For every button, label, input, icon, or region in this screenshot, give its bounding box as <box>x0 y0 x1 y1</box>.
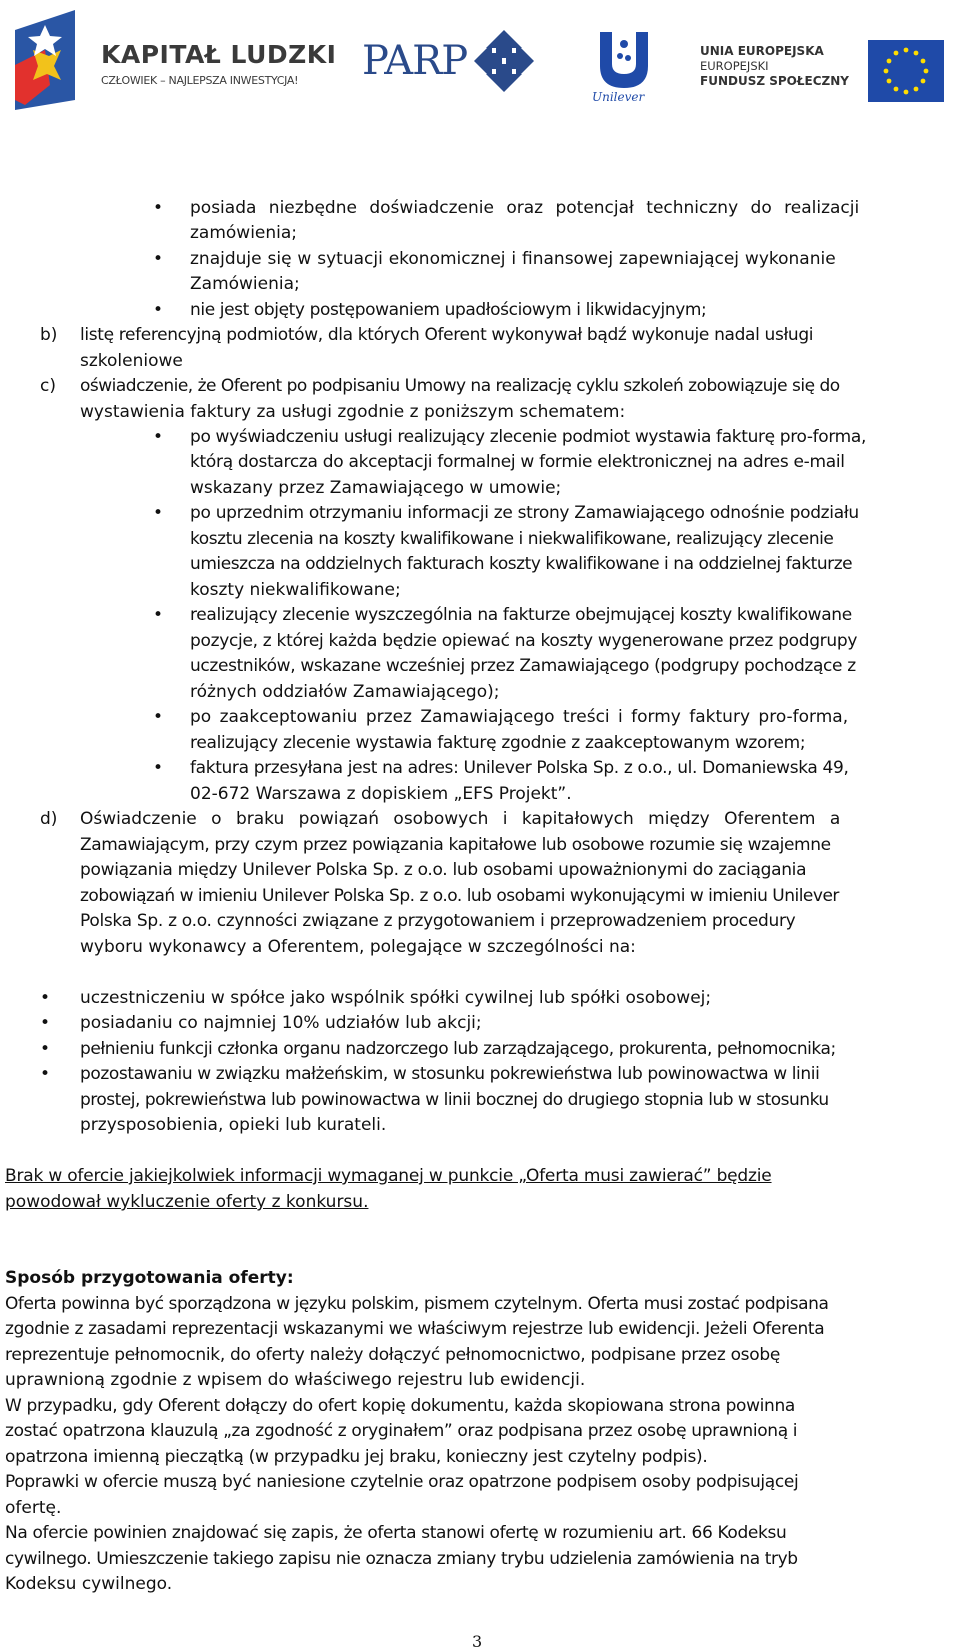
bullet-marker: • <box>40 988 51 1008</box>
notice-line: Brak w ofercie jakiejkolwiek informacji wymaganej w punkcie „Oferta musi zawierać” będzie <box>5 1166 772 1186</box>
item-label-c: c) <box>40 376 56 396</box>
text-line: Poprawki w ofercie muszą być naniesione czytelnie oraz opatrzone podpisem osoby podpisującej <box>5 1472 799 1492</box>
item-label-d: d) <box>40 809 58 829</box>
eu-text <box>700 44 849 89</box>
bullet-marker: • <box>153 427 164 447</box>
text-line: zgodnie z zasadami reprezentacji wskazanymi we właściwym rejestrze lub ewidencji. Jeżeli Oferenta <box>5 1319 825 1339</box>
text-line: posiadaniu co najmniej 10% udziałów lub akcji; <box>80 1013 482 1033</box>
kapital-ludzki-mark <box>5 10 95 110</box>
text-line: prostej, pokrewieństwa lub powinowactwa w linii bocznej do drugiego stopnia lub w stosunku <box>80 1090 829 1110</box>
kapital-ludzki-subtitle: CZŁOWIEK – NAJLEPSZA INWESTYCJA! <box>101 74 299 87</box>
eu-logo <box>700 38 950 108</box>
bullet-marker: • <box>153 707 164 727</box>
unilever-u-icon <box>594 28 654 90</box>
text-line: powiązania między Unilever Polska Sp. z o.o. lub osobami upoważnionymi do zaciągania <box>80 860 807 880</box>
bullet-marker: • <box>153 758 164 778</box>
kapital-ludzki-title: KAPITAŁ LUDZKI <box>101 40 337 69</box>
text-line: uczestniczeniu w spółce jako wspólnik spółki cywilnej lub spółki osobowej; <box>80 988 712 1008</box>
text-line: przysposobienia, opieki lub kurateli. <box>80 1115 387 1135</box>
bullet-marker: • <box>153 198 164 218</box>
text-line: zobowiązań w imieniu Unilever Polska Sp. z o.o. lub osobami wykonującymi w imieniu Unilever <box>80 886 839 906</box>
text-line: reprezentuje pełnomocnik, do oferty należy dołączyć pełnomocnictwo, podpisane przez osobę <box>5 1345 780 1365</box>
bullet-marker: • <box>153 605 164 625</box>
bullet-marker: • <box>153 300 164 320</box>
parp-wordmark: PARP <box>362 38 468 84</box>
text-line: zostać opatrzona klauzulą „za zgodność z oryginałem” oraz podpisana przez osobę uprawnioną i <box>5 1421 798 1441</box>
text-line: opatrzona imienną pieczątką (w przypadku jej braku, konieczny jest czytelny podpis). <box>5 1447 708 1467</box>
text-line: koszty niekwalifikowane; <box>190 580 401 600</box>
kapital-ludzki-logo <box>5 10 337 110</box>
eu-line2: EUROPEJSKI <box>700 59 769 73</box>
text-line: faktura przesyłana jest na adres: Unilever Polska Sp. z o.o., ul. Domaniewska 49, <box>190 758 849 778</box>
bullet-marker: • <box>40 1039 51 1059</box>
eu-line1: UNIA EUROPEJSKA <box>700 44 824 58</box>
text-line: pozostawaniu w związku małżeńskim, w stosunku pokrewieństwa lub powinowactwa w linii <box>80 1064 820 1084</box>
text-line: po wyświadczeniu usługi realizujący zlecenie podmiot wystawia fakturę pro-forma, <box>190 427 867 447</box>
text-line: cywilnego. Umieszczenie takiego zapisu nie oznacza zmiany trybu udzielenia zamówienia na tryb <box>5 1549 798 1569</box>
text-line: Kodeksu cywilnego. <box>5 1574 173 1594</box>
text-line: Oferta powinna być sporządzona w języku polskim, pismem czytelnym. Oferta musi zostać podpisana <box>5 1294 829 1314</box>
bullet-marker: • <box>153 249 164 269</box>
unilever-wordmark: Unilever <box>592 90 645 104</box>
parp-arrows-icon <box>474 30 534 92</box>
text-line: szkoleniowe <box>80 351 183 371</box>
text-line: wskazany przez Zamawiającego w umowie; <box>190 478 562 498</box>
text-line: listę referencyjną podmiotów, dla których Oferent wykonywał bądź wykonuje nadal usługi <box>80 325 814 345</box>
eu-line3: FUNDUSZ SPOŁECZNY <box>700 74 849 88</box>
text-line: Polska Sp. z o.o. czynności związane z przygotowaniem i przeprowadzeniem procedury <box>80 911 796 931</box>
item-label-b: b) <box>40 325 58 345</box>
text-line: 02-672 Warszawa z dopiskiem „EFS Projekt”. <box>190 784 572 804</box>
text-line: zamówienia; <box>190 223 298 243</box>
text-line: umieszcza na oddzielnych fakturach koszty kwalifikowane i na oddzielnej fakturze <box>190 554 853 574</box>
text-line: wystawienia faktury za usługi zgodnie z poniższym schematem: <box>80 402 626 422</box>
text-line: realizujący zlecenie wystawia fakturę zgodnie z zaakceptowanym wzorem; <box>190 733 806 753</box>
text-line: posiada niezbędne doświadczenie oraz potencjał techniczny do realizacji <box>190 198 860 218</box>
text-line: nie jest objęty postępowaniem upadłościowym i likwidacyjnym; <box>190 300 707 320</box>
text-line: W przypadku, gdy Oferent dołączy do ofert kopię dokumentu, każda skopiowana strona powinna <box>5 1396 795 1416</box>
text-line: uczestników, wskazane wcześniej przez Zamawiającego (podgrupy pochodzące z <box>190 656 856 676</box>
text-line: pozycje, z której każda będzie opiewać na koszty wygenerowane przez podgrupy <box>190 631 858 651</box>
header-logos <box>0 10 960 120</box>
text-line: Zamawiającym, przy czym przez powiązania kapitałowe lub osobowe rozumie się wzajemne <box>80 835 831 855</box>
bullet-marker: • <box>153 503 164 523</box>
unilever-logo <box>590 28 660 108</box>
notice-line: powodował wykluczenie oferty z konkursu. <box>5 1192 369 1212</box>
bullet-marker: • <box>40 1013 51 1033</box>
text-line: kosztu zlecenia na koszty kwalifikowane i niekwalifikowane, realizujący zlecenie <box>190 529 834 549</box>
text-line: Oświadczenie o braku powiązań osobowych i kapitałowych między Oferentem a <box>80 809 841 829</box>
page-number: 3 <box>472 1632 483 1651</box>
text-line: po zaakceptowaniu przez Zamawiającego treści i formy faktury pro-forma, <box>190 707 849 727</box>
eu-flag-icon <box>868 40 944 102</box>
text-line: pełnieniu funkcji członka organu nadzorczego lub zarządzającego, prokurenta, pełnomocnika; <box>80 1039 836 1059</box>
text-line: oświadczenie, że Oferent po podpisaniu Umowy na realizację cyklu szkoleń zobowiązuje się do <box>80 376 840 396</box>
text-line: po uprzednim otrzymaniu informacji ze strony Zamawiającego odnośnie podziału <box>190 503 859 523</box>
text-line: którą dostarcza do akceptacji formalnej w formie elektronicznej na adres e-mail <box>190 452 845 472</box>
text-line: znajduje się w sytuacji ekonomicznej i finansowej zapewniającej wykonanie <box>190 249 836 269</box>
text-line: wyboru wykonawcy a Oferentem, polegające w szczególności na: <box>80 937 636 957</box>
text-line: realizujący zlecenie wyszczególnia na fakturze obejmującej koszty kwalifikowane <box>190 605 852 625</box>
section-heading: Sposób przygotowania oferty: <box>5 1268 294 1288</box>
text-line: różnych oddziałów Zamawiającego); <box>190 682 500 702</box>
text-line: Na ofercie powinien znajdować się zapis, że oferta stanowi ofertę w rozumieniu art. 66 Kodeksu <box>5 1523 787 1543</box>
parp-logo <box>362 30 542 110</box>
text-line: Zamówienia; <box>190 274 300 294</box>
bullet-marker: • <box>40 1064 51 1084</box>
text-line: uprawnioną zgodnie z wpisem do właściwego rejestru lub ewidencji. <box>5 1370 586 1390</box>
text-line: ofertę. <box>5 1498 62 1518</box>
